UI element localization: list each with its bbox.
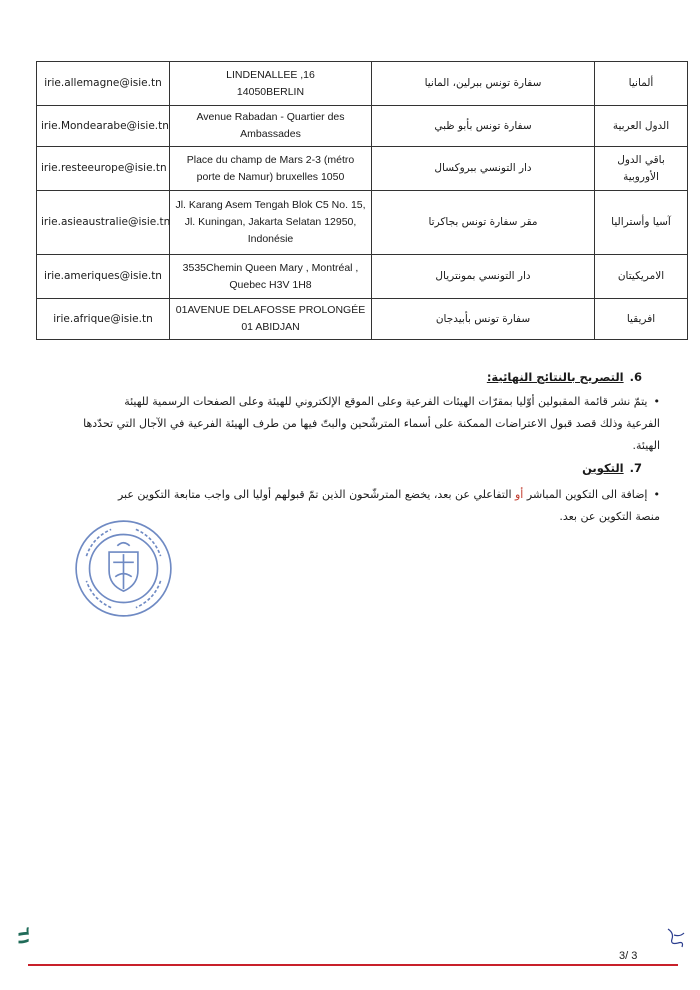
region-name: الامريكيتان <box>595 255 688 299</box>
section-7-title: التكوين <box>582 461 624 475</box>
section-6-number: 6. <box>629 370 642 384</box>
region-name: باقي الدول الأوروبية <box>595 147 688 191</box>
address-line: Avenue Rabadan - Quartier des <box>196 111 345 123</box>
office-address <box>170 147 372 191</box>
office-email: irie.ameriques@isie.tn <box>37 255 170 299</box>
office-name: مقر سفارة تونس بجاكرتا <box>372 191 595 255</box>
table-row <box>37 147 688 191</box>
section-6-line-3: الهيئة. <box>632 439 660 452</box>
office-name: سفارة تونس ببرلين، المانيا <box>372 62 595 106</box>
table-row <box>37 255 688 299</box>
bullet-icon: • <box>653 488 660 501</box>
address-line: 01AVENUE DELAFOSSE PROLONGÉE <box>175 304 366 316</box>
address-line: porte de Namur) bruxelles 1050 <box>196 170 345 183</box>
bullet-icon: • <box>653 395 660 408</box>
section-7-line-2: منصة التكوين عن بعد. <box>559 510 660 523</box>
office-address <box>170 299 372 340</box>
office-name: دار التونسي بمونتريال <box>372 255 595 299</box>
offices-table <box>36 61 688 340</box>
office-email: irie.allemagne@isie.tn <box>37 62 170 106</box>
address-line: Place du champ de Mars 2-3 (métro <box>186 153 355 166</box>
table-row <box>37 191 688 255</box>
office-name: دار التونسي ببروكسال <box>372 147 595 191</box>
section-6-line-2: الفرعية وذلك قصد قبول الاعتراضات الممكنة على أسماء المترشّحين والبتّ فيها من طرف الهيئة الفرعية في الآجال التي تحدّدها <box>83 417 660 430</box>
section-6-heading <box>487 370 642 384</box>
address-line: Quebec H3V 1H8 <box>229 278 312 291</box>
footer-rule <box>28 964 678 966</box>
section-6-line-1: يتمّ نشر قائمة المقبولين أوّليا بمقرّات الهيئات الفرعية وعلى الموقع الإلكتروني للهيئة وعلى الصفحات الرسمية للهيئة <box>124 395 648 408</box>
section-7-number: 7. <box>629 461 642 475</box>
margin-annotation: ٦١ <box>14 926 34 947</box>
signature-initials-icon <box>664 925 688 951</box>
office-name: سفارة تونس بأبو ظبي <box>372 106 595 147</box>
office-email: irie.afrique@isie.tn <box>37 299 170 340</box>
address-line: 14050BERLIN <box>236 85 305 98</box>
office-email: irie.asieaustralie@isie.tn <box>37 191 170 255</box>
table-row <box>37 299 688 340</box>
section-6-paragraph <box>54 391 660 457</box>
section-7-heading <box>582 461 642 475</box>
section-7-line-1a: إضافة الى التكوين المباشر <box>523 488 648 501</box>
office-address <box>170 106 372 147</box>
address-line: LINDENALLEE ,16 <box>226 68 315 81</box>
address-line: Indonésie <box>247 233 294 245</box>
office-address <box>170 62 372 106</box>
address-line: 01 ABIDJAN <box>241 321 300 333</box>
address-line: Ambassades <box>240 128 301 140</box>
section-7-line-1b: التفاعلي عن بعد، يخضع المترشّحون الذين تمّ قبولهم أوليا الى واجب متابعة التكوين عبر <box>117 488 515 501</box>
official-stamp-icon <box>72 517 175 620</box>
address-line: Jl. Karang Asem Tengah Blok C5 No. 15, <box>175 199 366 211</box>
region-name: آسيا وأستراليا <box>595 191 688 255</box>
office-email: irie.resteeurope@isie.tn <box>37 147 170 191</box>
office-address <box>170 191 372 255</box>
office-email: irie.Mondearabe@isie.tn <box>37 106 170 147</box>
section-7-or-word: أو <box>515 488 524 501</box>
region-name: افريقيا <box>595 299 688 340</box>
table-row <box>37 106 688 147</box>
region-name: ألمانيا <box>595 62 688 106</box>
office-address <box>170 255 372 299</box>
table-row <box>37 62 688 106</box>
address-line: 3535Chemin Queen Mary , Montréal , <box>182 261 359 274</box>
office-name: سفارة تونس بأبيدجان <box>372 299 595 340</box>
section-6-title: التصريح بالنتائج النهائية: <box>486 370 624 384</box>
page-number: 3/ 3 <box>619 950 638 962</box>
region-name: الدول العربية <box>595 106 688 147</box>
address-line: Jl. Kuningan, Jakarta Selatan 12950, <box>184 216 357 228</box>
